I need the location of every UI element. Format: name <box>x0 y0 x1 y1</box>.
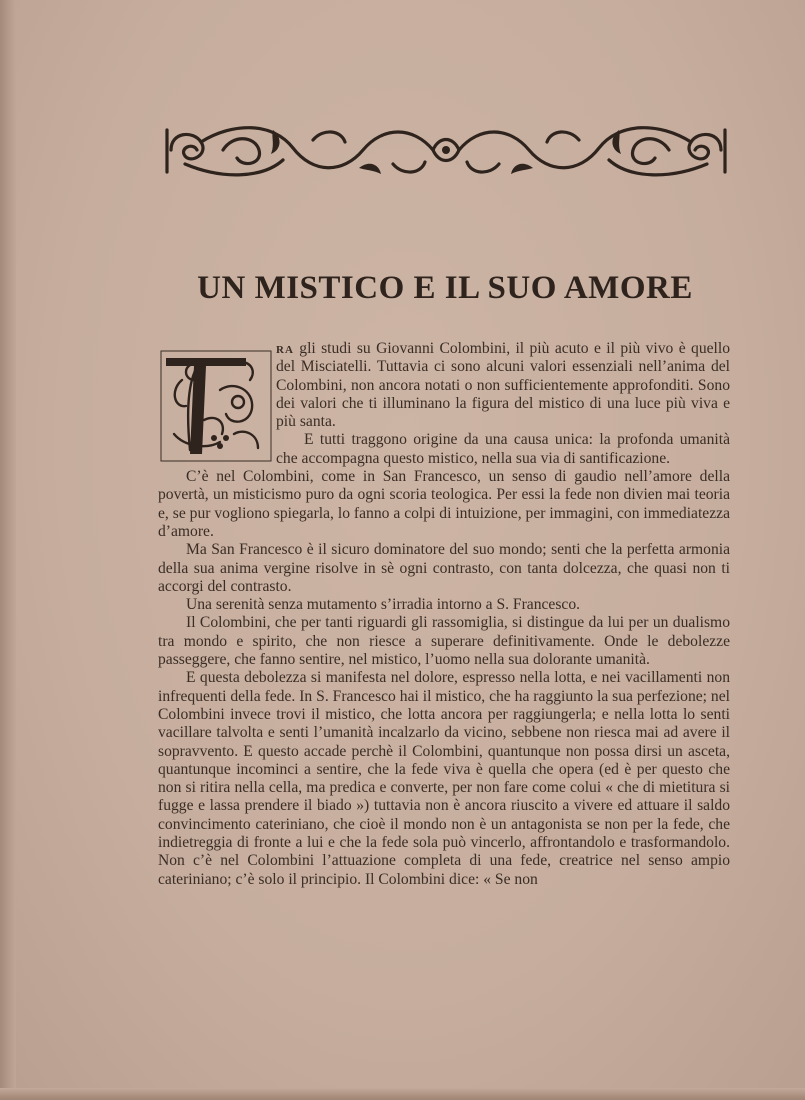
ornamental-header-band-icon <box>163 120 729 182</box>
article-title: UN MISTICO E IL SUO AMORE <box>197 270 693 306</box>
paragraph-1-text: gli studi su Giovanni Colombini, il più acuto e il più vivo è quello del Misciatelli. Tuttavia ci sono alcuni valori essenziali nell’anima del Colombini, non ancora notati o non sufficientemente approfonditi. Sono dei valori che ti illuminano la figura del mistico di una luce più viva e più santa. <box>276 340 730 431</box>
article-body <box>158 340 730 889</box>
paragraph-2: E tutti traggono origine da una causa unica: la profonda umanità che accompagna questo mistico, nella sua via di santificazione. <box>276 431 730 467</box>
paragraph-3: C’è nel Colombini, come in San Francesco, un senso di gaudio nell’amore della povertà, un misticismo puro da ogni scoria teologica. Per essi la fede non divien mai teoria e, se pur vogliono spiegarla, lo fanno a colpi di intuizione, per immagini, con immediatezza d’amore. <box>158 468 730 540</box>
paragraph-4: Ma San Francesco è il sicuro dominatore del suo mondo; senti che la perfetta armonia della sua anima vergine risolve in sè ogni contrasto, con tanta dolcezza, che quasi non ti accorgi del contrasto. <box>158 541 730 595</box>
page-edge-left <box>0 0 16 1100</box>
dropcap-space <box>158 340 276 450</box>
lead-smallcaps: ra <box>276 340 294 357</box>
paragraph-5: Una serenità senza mutamento s’irradia intorno a S. Francesco. <box>186 596 581 614</box>
page-edge-bottom <box>0 1088 805 1100</box>
paragraph-7: E questa debolezza si manifesta nel dolore, espresso nella lotta, e nei vacillamenti non infrequenti della fede. In S. Francesco hai il mistico, che ha raggiunto la sua perfezione; nel Colombini invece trovi il mistico, che lotta ancora per raggiungerla; e nella lotta lo senti vacillare talvolta e senti l’umanità incalzarlo da vicino, sebbene non riesca mai ad avere il sopravvento. E questo accade perchè il Colombini, quantunque non possa dirsi un asceta, quantunque incominci a sentire, che la fede viva è quella che opera (ed è per questo che non si ritira nella cella, ma predica e converte, per non fare come colui « che di mietitura si fugge e lassa prendere il biado ») tuttavia non è ancora riuscito a vivere ed attuare il saldo convincimento cateriniano, che cioè il mondo non è un antagonista se non per la fede, che indietreggia di fronte a lui e che la fede sola può vincerlo, affrontandolo e trasformandolo. Non c’è nel Colombini l’attuazione completa di una fede, creatrice nel senso ampio cateriniano; c’è solo il principio. Il Colombini dice: « Se non <box>158 669 730 888</box>
paragraph-6: Il Colombini, che per tanti riguardi gli rassomiglia, si distingue da lui per un dualismo tra mondo e spirito, che non riesce a superare definitivamente. Onde le debolezze passeggere, che fanno sentire, nel mistico, l’uomo nella sua dolorante umanità. <box>158 614 730 669</box>
